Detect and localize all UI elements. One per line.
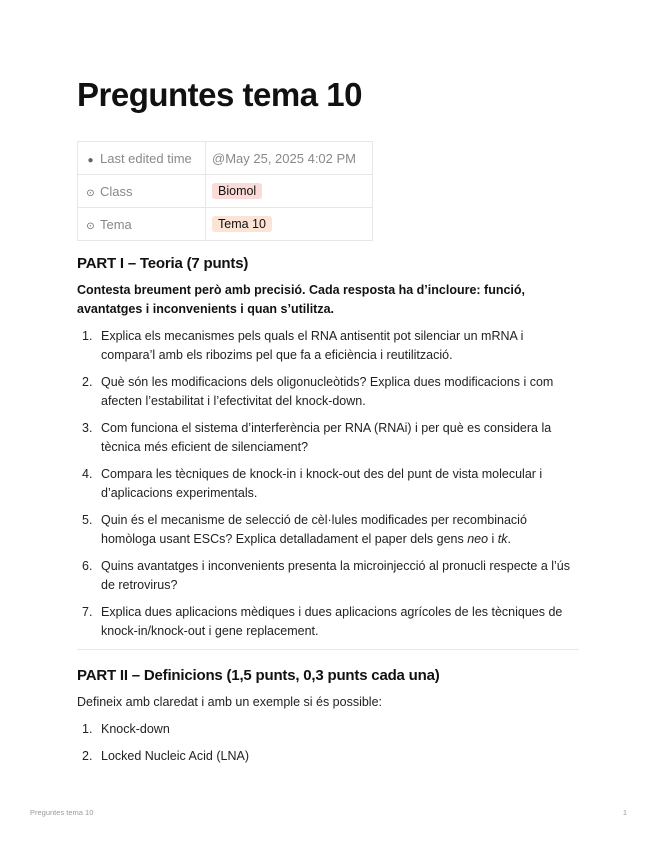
- last-edited-time-value: @May 25, 2025 4:02 PM: [212, 150, 356, 166]
- part2-definitions: [77, 720, 579, 766]
- question-item: 6. Quins avantatges i inconvenients presenta la microinjecció al pronucli respecte a l’ús de retrovirus?: [82, 559, 571, 592]
- footer-doc-title: Preguntes tema 10: [30, 808, 94, 817]
- definition-item: 2. Locked Nucleic Acid (LNA): [82, 749, 249, 763]
- property-value[interactable]: [206, 208, 373, 241]
- question-item: 2. Què són les modificacions dels oligonucleòtids? Explica dues modificacions i com afecten l’estabilitat i l’efectivitat del knock-down.: [82, 375, 554, 408]
- part2-intro: Defineix amb claredat i amb un exemple si és possible:: [77, 695, 383, 709]
- class-tag[interactable]: Biomol: [212, 183, 262, 199]
- definition-item: 1. Knock-down: [82, 722, 170, 736]
- property-row: [78, 208, 373, 241]
- divider: [77, 649, 579, 650]
- part2-heading: PART II – Definicions (1,5 punts, 0,3 punts cada una): [77, 667, 440, 684]
- property-row: [78, 142, 373, 175]
- clock-icon: ●: [87, 154, 94, 166]
- property-value[interactable]: [206, 142, 373, 175]
- property-key: ● Last edited time: [78, 142, 206, 175]
- select-icon: ⊙: [86, 187, 95, 199]
- question-item: 1. Explica els mecanismes pels quals el RNA antisentit pot silenciar un mRNA i compara’l amb els ribozims pel que fa a eficiència i reutilització.: [82, 329, 524, 362]
- property-row: [78, 175, 373, 208]
- property-key: ⊙ Tema: [78, 208, 206, 241]
- tema-tag[interactable]: Tema 10: [212, 216, 272, 232]
- page-title: Preguntes tema 10: [77, 76, 362, 113]
- footer-page-number: 1: [622, 808, 627, 817]
- part1-heading: PART I – Teoria (7 punts): [77, 255, 249, 272]
- question-item: 3. Com funciona el sistema d’interferència per RNA (RNAi) i per què es considera la tècnica més eficient de silenciament?: [82, 421, 552, 454]
- part1-section: [77, 255, 579, 641]
- select-icon: ⊙: [86, 220, 95, 232]
- question-item: 4. Compara les tècniques de knock-in i knock-out des del punt de vista molecular i d’aplicacions experimentals.: [82, 467, 543, 500]
- part2-section: [77, 667, 579, 766]
- properties-table: [77, 141, 373, 241]
- part1-questions: [77, 327, 579, 641]
- part1-instructions: Contesta breument però amb precisió. Cada resposta ha d’incloure: funció, avantatges i inconvenients i quan s’utilitza.: [77, 283, 526, 316]
- question-item: 5. Quin és el mecanisme de selecció de cèl·lules modificades per recombinació homòloga usant ESCs? Explica detalladament el paper dels gens neo i tk.: [82, 513, 527, 546]
- property-value[interactable]: [206, 175, 373, 208]
- property-key: ⊙ Class: [78, 175, 206, 208]
- question-item: 7. Explica dues aplicacions mèdiques i dues aplicacions agrícoles de les tècniques de knock-in/knock-out i gene replacement.: [82, 605, 563, 638]
